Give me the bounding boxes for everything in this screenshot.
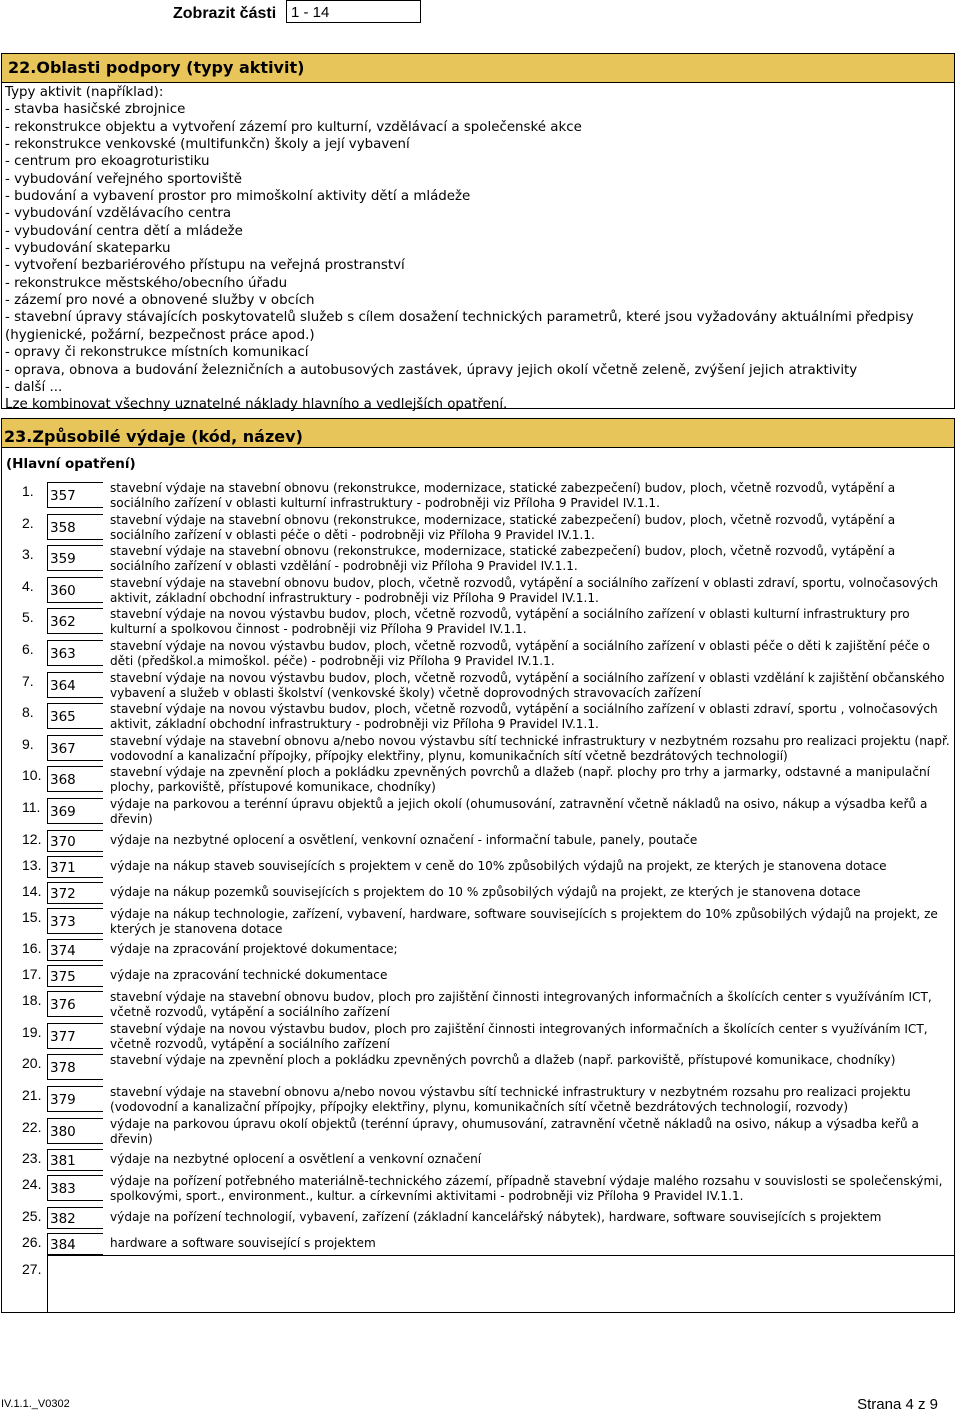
row-number: 22.	[22, 1118, 42, 1135]
section-22	[1, 53, 955, 413]
row-number: 16.	[22, 940, 42, 957]
expense-description: stavební výdaje na stavební obnovu a/nebo novou výstavbu sítí technické infrastruktury v nezbytném rozsahu pro realizaci projektu (např. vodovodní a kanalizační přípojky, přípojky elektřiny, plynu, komunikačních sítí včetně bezdrátových technologií)	[110, 733, 950, 763]
expense-code: 379	[50, 1091, 76, 1108]
activity-line: - rekonstrukce objektu a vytvoření zázemí pro kulturní, vzdělávací a společenské akce	[5, 119, 582, 135]
code-field[interactable]	[47, 1054, 103, 1080]
show-parts-label: Zobrazit části	[173, 5, 277, 22]
expense-description: stavební výdaje na stavební obnovu budov, ploch, včetně rozvodů, vytápění a sociálního zařízení v oblasti zdraví, sportu, volnočasových aktivit, základní obchodní infrastruktury - podrobněji viz Příloha 9 Pravidel IV.1.1.	[110, 575, 939, 605]
expense-code: 363	[50, 645, 76, 662]
activity-line: - vybudování vzdělávacího centra	[5, 206, 232, 222]
expense-description: stavební výdaje na stavební obnovu (rekonstrukce, modernizace, statické zabezpečení) budov, ploch, včetně rozvodů, vytápění a sociálního zařízení v oblasti kulturní infrastruktury - podrobněji viz Příloha 9 Pravidel IV.1.1.	[110, 481, 896, 510]
code-field[interactable]	[47, 640, 103, 666]
expense-description: výdaje na nákup pozemků souvisejících s projektem do 10 % způsobilých výdajů na projekt, ze kterých je stanovena dotace	[110, 884, 861, 899]
expense-row	[2, 1022, 954, 1054]
expense-description: stavební výdaje na novou výstavbu budov, ploch pro zajištění činnosti integrovaných informačních a školících center s využíváním ICT, včetně rozvodů, vytápění a sociálního zařízení	[110, 1021, 928, 1051]
activity-line: Typy aktivit (například):	[5, 85, 164, 100]
activity-line: - centrum pro ekoagroturistiku	[5, 154, 210, 170]
row-number: 24.	[22, 1176, 42, 1193]
activity-line: - stavba hasičské zbrojnice	[5, 102, 186, 118]
activity-line: - zázemí pro nové a obnovené služby v obcích	[5, 293, 315, 309]
expense-description: výdaje na nezbytné oplocení a osvětlení a venkovní označení	[110, 1152, 482, 1167]
row-number: 6.	[22, 640, 34, 657]
expense-row	[2, 881, 954, 907]
expense-row	[2, 607, 954, 639]
row-number: 15.	[22, 908, 42, 925]
row-number: 14.	[22, 882, 42, 899]
activity-line: - vybudování skateparku	[5, 241, 171, 257]
expense-row	[2, 990, 954, 1022]
expense-code: 362	[50, 614, 76, 631]
activity-line: - stavební úpravy stávajících poskytovatelů služeb s cílem dosažení technických parametrů, které jsou vyžadovány aktuálními předpisy (hygienické, požární, bezpečnost práce apod.)	[5, 310, 918, 343]
activity-line: - vybudování veřejného sportoviště	[5, 171, 242, 187]
expense-row	[2, 1085, 954, 1117]
expense-description: výdaje na pořízení technologií, vybavení, zařízení (základní kancelářský nábytek), hardware, software souvisejících s projektem	[110, 1209, 882, 1224]
code-field[interactable]	[47, 672, 103, 698]
code-field[interactable]	[47, 991, 103, 1017]
expense-code: 376	[50, 997, 76, 1014]
expense-code: 369	[50, 803, 76, 820]
expense-list	[2, 481, 954, 1258]
section-23-title: 23.Způsobilé výdaje (kód, název)	[2, 419, 954, 448]
expense-description: stavební výdaje na stavební obnovu a/nebo novou výstavbu sítí technické infrastruktury v nezbytném rozsahu pro realizaci projektu (vodovodní a kanalizační přípojky, přípojky elektřiny, plynu, komunikačních sítí včetně bezdrátových technologií, rozvody)	[110, 1084, 911, 1114]
expense-code: 371	[50, 859, 76, 876]
expense-row	[2, 734, 954, 766]
expense-row	[2, 907, 954, 939]
code-field[interactable]	[47, 1175, 103, 1201]
expense-row	[2, 765, 954, 797]
expense-description: hardware a software související s projektem	[110, 1235, 376, 1250]
row-number: 9.	[22, 735, 34, 752]
code-field[interactable]	[47, 939, 103, 961]
expense-description: výdaje na zpracování projektové dokumentace;	[110, 942, 398, 957]
expense-code: 357	[50, 488, 76, 504]
expense-description: stavební výdaje na novou výstavbu budov, ploch, včetně rozvodů, vytápění a sociálního zařízení v oblasti kulturní infrastruktury pro kulturní a spolkovou činnost - podrobněji viz Příloha 9 Pravidel IV.1.1.	[110, 607, 910, 637]
expense-code: 372	[50, 885, 76, 902]
code-field[interactable]	[47, 545, 103, 571]
row-number: 4.	[22, 577, 34, 594]
activity-line: - vytvoření bezbariérového přístupu na veřejná prostranství	[5, 258, 405, 274]
expense-code: 373	[50, 913, 76, 930]
code-field[interactable]	[47, 965, 103, 987]
code-field[interactable]	[47, 798, 103, 824]
expense-description: stavební výdaje na novou výstavbu budov, ploch, včetně rozvodů, vytápění a sociálního zařízení v oblasti vzdělání k zajištění občanského vybavení a služeb v oblasti školství (venkovské školy) včetně doprovodných stravovacích zařízení	[110, 670, 945, 700]
expense-description: stavební výdaje na stavební obnovu budov, ploch pro zajištění činnosti integrovaných informačních a školících center s využíváním ICT, včetně rozvodů, vytápění a sociálního zařízení	[110, 990, 932, 1020]
footer-page: Strana 4 z 9	[857, 1396, 938, 1413]
row-number: 13.	[22, 856, 42, 873]
expense-description: výdaje na nákup staveb souvisejících s projektem v ceně do 10% způsobilých výdajů na projekt, ze kterých je stanovena dotace	[110, 858, 887, 873]
row-number: 18.	[22, 992, 42, 1009]
expense-row	[2, 964, 954, 990]
row-number: 26.	[22, 1233, 42, 1250]
expense-row	[2, 671, 954, 703]
code-field[interactable]	[47, 1086, 103, 1112]
row-number: 25.	[22, 1207, 42, 1224]
code-field[interactable]	[47, 1207, 103, 1229]
code-field[interactable]	[47, 482, 103, 508]
activity-line: - opravy či rekonstrukce místních komunikací	[5, 345, 309, 361]
section-22-title: 22.Oblasti podpory (typy aktivit)	[2, 54, 954, 83]
code-field[interactable]	[47, 1233, 103, 1255]
expense-code: 374	[50, 943, 76, 960]
expense-code: 381	[50, 1153, 76, 1170]
expense-code: 382	[50, 1210, 76, 1227]
expense-row	[2, 1117, 954, 1149]
expense-code: 360	[50, 582, 76, 599]
code-field[interactable]	[47, 1023, 103, 1049]
expense-code: 368	[50, 772, 76, 789]
section-23	[1, 418, 955, 1313]
code-field[interactable]	[47, 830, 103, 852]
expense-row	[2, 1174, 954, 1206]
code-field[interactable]	[47, 882, 103, 904]
show-parts-input[interactable]: 1 - 14	[286, 0, 421, 23]
expense-row	[2, 829, 954, 855]
expense-code: 380	[50, 1123, 76, 1140]
expense-row	[2, 938, 954, 964]
row-number: 10.	[22, 767, 42, 784]
code-field[interactable]	[47, 856, 103, 878]
expense-code: 377	[50, 1028, 76, 1045]
row-number: 17.	[22, 966, 42, 983]
row-27-number: 27.	[22, 1261, 42, 1277]
expense-row	[2, 544, 954, 576]
expense-row	[2, 1232, 954, 1258]
expense-row	[2, 702, 954, 734]
expense-row	[2, 576, 954, 608]
row-27-field[interactable]	[47, 1255, 954, 1312]
expense-row	[2, 639, 954, 671]
expense-code: 370	[50, 833, 76, 850]
expense-row	[2, 481, 954, 513]
row-number: 20.	[22, 1055, 42, 1072]
expense-description: výdaje na parkovou úpravu okolí objektů (terénní úpravy, ohumusování, zatravnění včetně nákladů na osivo, nákup a výsadba keřů a dřevin)	[110, 1116, 919, 1146]
activity-line: - rekonstrukce venkovské (multifunkčn) školy a její vybavení	[5, 137, 410, 153]
expense-description: stavební výdaje na stavební obnovu (rekonstrukce, modernizace, statické zabezpečení) budov, ploch, včetně rozvodů, vytápění a sociálního zařízení v oblasti péče o děti - podrobněji viz Příloha 9 Pravidel IV.1.1.	[110, 512, 896, 542]
expense-row	[2, 1148, 954, 1174]
code-field[interactable]	[47, 1118, 103, 1144]
code-field[interactable]	[47, 1149, 103, 1171]
row-number: 23.	[22, 1150, 42, 1167]
section-22-body	[2, 83, 954, 414]
expense-description: výdaje na pořízení potřebného materiálně-technického zázemí, případně stavební výdaje malého rozsahu v souvislosti se společenskými, spolkovými, sport., environment., kultur. a církevními aktivitami - podrobněji viz Příloha 9 Pravidel IV.1.1.	[110, 1174, 943, 1204]
expense-description: stavební výdaje na zpevnění ploch a pokládku zpevněných povrchů a dlažeb (např. plochy pro trhy a jarmarky, odstavné a manipulační plochy, parkoviště, přístupové komunikace, chodníky)	[110, 765, 930, 795]
expense-description: výdaje na nezbytné oplocení a osvětlení, venkovní označení - informační tabule, panely, poutače	[110, 832, 698, 847]
row-number: 2.	[22, 514, 34, 531]
footer-version: IV.1.1._V0302	[1, 1398, 70, 1410]
activity-line: - další ...	[5, 379, 63, 395]
expense-code: 358	[50, 519, 76, 536]
expense-code: 383	[50, 1181, 76, 1198]
expense-row	[2, 513, 954, 545]
row-number: 1.	[22, 483, 34, 499]
code-field[interactable]	[47, 908, 103, 934]
expense-description: stavební výdaje na zpevnění ploch a pokládku zpevněných povrchů a dlažeb (např. parkoviště, přístupové komunikace, chodníky)	[110, 1053, 896, 1068]
row-number: 11.	[22, 798, 41, 815]
expense-row	[2, 855, 954, 881]
activity-line: Lze kombinovat všechny uznatelné náklady hlavního a vedlejších opatření.	[5, 397, 508, 413]
code-field[interactable]	[47, 514, 103, 540]
row-number: 5.	[22, 609, 34, 626]
expense-code: 364	[50, 677, 76, 694]
expense-row	[2, 797, 954, 829]
activity-line: - oprava, obnova a budování železničních a autobusových zastávek, úpravy jejich okolí včetně zeleně, zvýšení jejich atraktivity	[5, 362, 858, 378]
expense-code: 378	[50, 1060, 76, 1077]
row-number: 3.	[22, 546, 34, 563]
expense-description: výdaje na nákup technologie, zařízení, vybavení, hardware, software souvisejících s projektem do 10% způsobilých výdajů na projekt, ze kterých je stanovena dotace	[110, 906, 938, 936]
expense-code: 359	[50, 551, 76, 568]
expense-code: 384	[50, 1236, 76, 1253]
code-field[interactable]	[47, 608, 103, 634]
section-23-subtitle: (Hlavní opatření)	[6, 456, 136, 472]
code-field[interactable]	[47, 577, 103, 603]
code-field[interactable]	[47, 703, 103, 729]
expense-description: výdaje na zpracování technické dokumentace	[110, 968, 388, 983]
expense-code: 375	[50, 969, 76, 986]
row-number: 21.	[22, 1086, 42, 1103]
expense-row	[2, 1053, 954, 1085]
row-number: 8.	[22, 704, 34, 721]
code-field[interactable]	[47, 735, 103, 761]
activity-line: - rekonstrukce městského/obecního úřadu	[5, 275, 288, 291]
activity-line: - budování a vybavení prostor pro mimoškolní aktivity dětí a mládeže	[5, 189, 471, 205]
activity-line: - vybudování centra dětí a mládeže	[5, 223, 243, 239]
expense-code: 367	[50, 740, 76, 757]
row-number: 19.	[22, 1023, 42, 1040]
expense-description: stavební výdaje na stavební obnovu (rekonstrukce, modernizace, statické zabezpečení) budov, ploch, včetně rozvodů, vytápění a sociálního zařízení v oblasti vzdělání - podrobněji viz Příloha 9 Pravidel IV.1.1.	[110, 544, 896, 574]
expense-description: výdaje na parkovou a terénní úpravu objektů a jejich okolí (ohumusování, zatravnění včetně nákladů na osivo, nákup a výsadba keřů a dřevin)	[110, 796, 928, 826]
expense-row	[2, 1206, 954, 1232]
expense-code: 365	[50, 709, 76, 726]
row-number: 7.	[22, 672, 34, 689]
expense-description: stavební výdaje na novou výstavbu budov, ploch, včetně rozvodů, vytápění a sociálního zařízení v oblasti zdraví, sportu , volnočasových aktivit, základní obchodní infrastruktury - podrobněji viz Příloha 9 Pravidel IV.1.1.	[110, 702, 938, 732]
expense-description: stavební výdaje na novou výstavbu budov, ploch, včetně rozvodů, vytápění a sociálního zařízení v oblasti péče o děti k zajištění péče o děti (předškol.a mimoškol. péče) - podrobněji viz Příloha 9 Pravidel IV.1.1.	[110, 638, 930, 668]
code-field[interactable]	[47, 766, 103, 792]
row-number: 12.	[22, 830, 42, 847]
